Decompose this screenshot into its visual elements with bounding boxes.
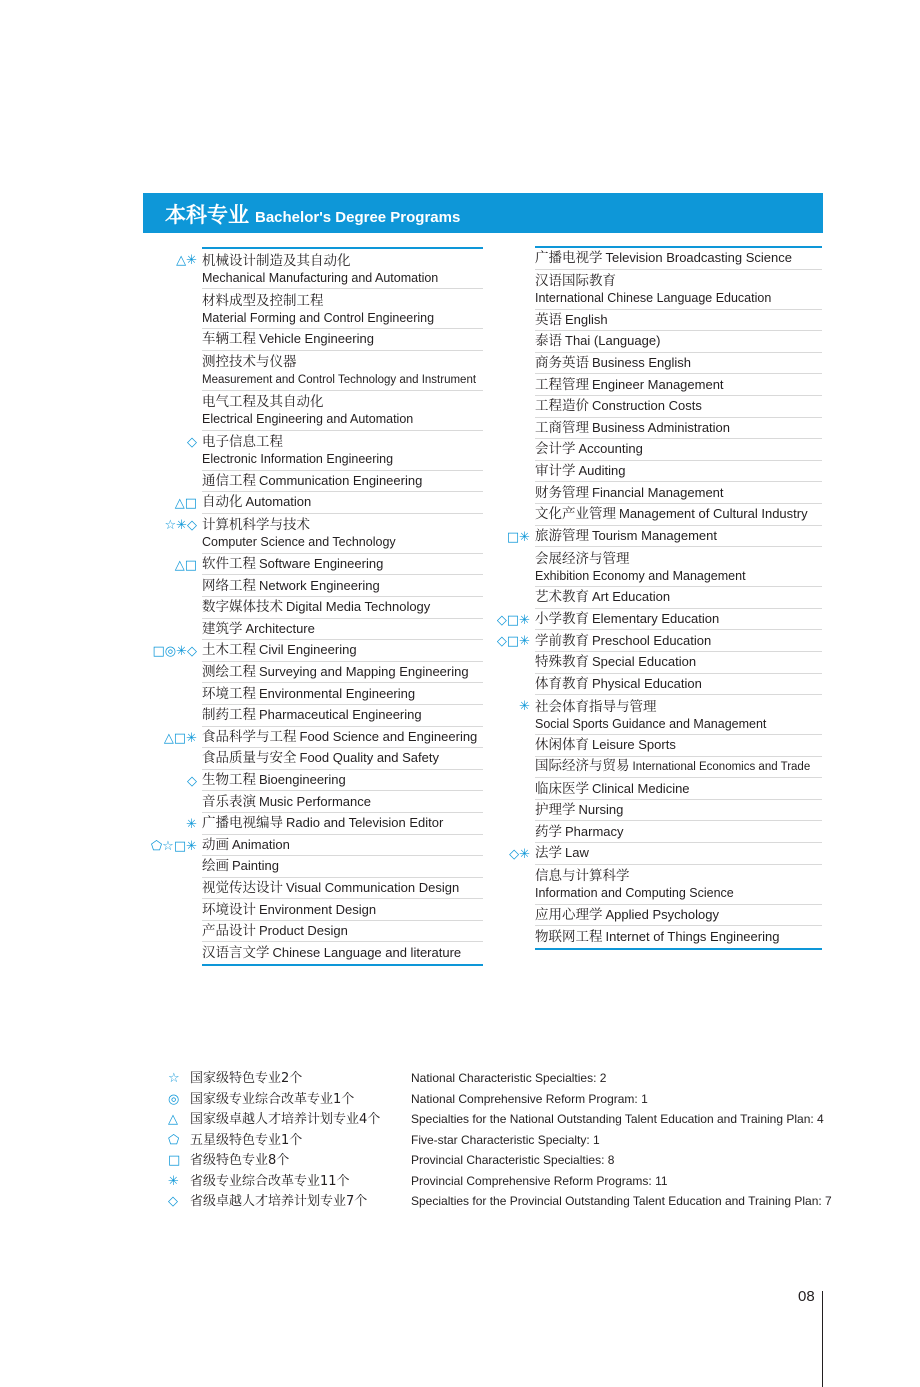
program-name-en: Electrical Engineering and Automation (202, 412, 414, 427)
program-line (535, 419, 822, 437)
program-name-zh: 文化产业管理 (535, 506, 616, 523)
program-line-en (202, 534, 483, 550)
program-name-en: Radio and Television Editor (286, 815, 444, 831)
legend-symbol: ⬠ (168, 1132, 180, 1148)
program-name-zh: 动画 (202, 836, 229, 853)
program-name-zh: 社会体育指导与管理 (535, 698, 657, 715)
program-name-zh: 软件工程 (202, 556, 256, 573)
program-line (535, 610, 822, 628)
program-name-zh: 广播电视学 (535, 250, 603, 267)
program-item (496, 630, 822, 652)
program-line (202, 836, 483, 854)
program-name-zh: 法学 (535, 845, 562, 862)
program-item (535, 865, 822, 905)
program-name-zh: 数字媒体技术 (202, 599, 283, 616)
legend-label-zh: 国家级卓越人才培养计划专业4个 (190, 1112, 381, 1127)
program-item (535, 248, 822, 270)
program-item (202, 683, 483, 705)
program-line (535, 332, 822, 350)
program-line (535, 906, 822, 924)
program-name-zh: 建筑学 (202, 620, 243, 637)
program-name-zh: 特殊教育 (535, 654, 589, 671)
program-item (496, 609, 822, 631)
header-underline (143, 232, 823, 233)
program-item (202, 575, 483, 597)
program-item (519, 695, 822, 735)
program-line (202, 393, 483, 411)
program-name-zh: 药学 (535, 823, 562, 840)
program-item (509, 843, 822, 865)
program-marks: ✳ (519, 699, 530, 715)
program-marks: ◇□✳ (496, 612, 530, 628)
program-name-en: Internet of Things Engineering (605, 929, 780, 945)
program-name-en: Financial Management (592, 484, 724, 500)
program-name-en: Environment Design (259, 901, 377, 917)
program-line (202, 685, 483, 703)
program-item (535, 587, 822, 609)
program-name-en: Accounting (578, 441, 643, 457)
program-line (535, 527, 822, 545)
legend-symbol: □ (168, 1153, 181, 1168)
program-name-zh: 食品科学与工程 (202, 728, 297, 745)
program-line (202, 330, 483, 348)
program-marks: ◇✳ (509, 847, 530, 863)
program-name-en: Special Education (592, 654, 697, 670)
program-name-en: Pharmaceutical Engineering (259, 707, 422, 723)
program-line (535, 462, 822, 480)
program-line (202, 252, 483, 270)
legend-label-en: National Comprehensive Reform Program: 1 (411, 1091, 648, 1106)
program-name-zh: 护理学 (535, 802, 576, 819)
program-item (202, 942, 483, 964)
program-line (535, 653, 822, 671)
program-name-zh: 计算机科学与技术 (202, 517, 310, 534)
program-item (202, 597, 483, 619)
program-item (535, 757, 822, 779)
program-marks: △✳ (176, 253, 197, 268)
program-name-zh: 视觉传达设计 (202, 879, 283, 896)
program-name-en: Architecture (245, 620, 315, 636)
program-item (202, 329, 483, 351)
program-name-zh: 测绘工程 (202, 664, 256, 681)
program-item (535, 821, 822, 843)
program-line (202, 472, 483, 490)
program-item (535, 418, 822, 440)
program-name-zh: 电气工程及其自动化 (202, 394, 324, 411)
legend-symbol: ◎ (168, 1091, 180, 1107)
program-line (202, 793, 483, 811)
program-name-en: Engineer Management (592, 376, 724, 392)
program-name-en: Nursing (578, 802, 624, 818)
program-list-left (150, 247, 483, 966)
program-marks: △□✳ (163, 730, 197, 746)
program-line-en (202, 371, 483, 388)
program-item (202, 662, 483, 684)
program-name-en: Clinical Medicine (592, 780, 690, 796)
program-name-zh: 信息与计算科学 (535, 868, 630, 885)
program-name-en: Construction Costs (592, 398, 702, 414)
program-item (535, 461, 822, 483)
program-name-zh: 自动化 (202, 494, 243, 511)
program-item (202, 619, 483, 641)
program-item (535, 396, 822, 418)
program-name-en: Digital Media Technology (286, 599, 431, 615)
program-name-zh: 车辆工程 (202, 331, 256, 348)
program-line (535, 867, 822, 885)
program-item (535, 374, 822, 396)
program-name-en: Thai (Language) (565, 333, 661, 349)
program-line (202, 728, 483, 746)
program-line (202, 944, 483, 962)
program-marks: ◇ (187, 434, 197, 450)
program-marks: ◇□✳ (496, 634, 530, 650)
program-name-zh: 物联网工程 (535, 929, 603, 946)
program-marks: ✳ (186, 816, 197, 832)
program-line-en (535, 885, 822, 901)
program-line (535, 354, 822, 372)
program-line (202, 620, 483, 638)
program-marks: ◇ (187, 773, 197, 789)
program-name-en: Painting (232, 858, 279, 874)
program-name-en: Law (565, 845, 589, 861)
legend-label-zh: 国家级专业综合改革专业1个 (190, 1091, 355, 1107)
program-name-en: Auditing (578, 463, 626, 479)
program-item (202, 471, 483, 493)
program-line (535, 440, 822, 458)
program-name-zh: 绘画 (202, 858, 229, 875)
program-line (535, 757, 822, 776)
program-name-en: International Economics and Trade (632, 761, 811, 774)
program-item (506, 526, 822, 548)
section-title-en: Bachelor's Degree Programs (255, 209, 461, 226)
program-item (202, 899, 483, 921)
program-name-zh: 环境设计 (202, 901, 256, 918)
program-item (152, 640, 483, 662)
program-name-en: Preschool Education (592, 632, 712, 648)
program-marks: ☆✳◇ (164, 517, 197, 533)
program-line-en (535, 568, 822, 584)
program-name-en: Automation (245, 494, 312, 510)
program-name-zh: 泰语 (535, 333, 562, 350)
program-marks: □✳ (506, 529, 530, 545)
program-line (535, 801, 822, 819)
legend-label-en: Specialties for the National Outstanding Talent Education and Training Plan: 4 (411, 1112, 824, 1126)
program-name-zh: 土木工程 (202, 642, 256, 659)
program-line (535, 632, 822, 650)
program-item (202, 289, 483, 329)
program-name-en: Animation (232, 836, 290, 852)
section-title-zh: 本科专业 (165, 204, 249, 227)
legend-label-en: Provincial Characteristic Specialties: 8 (411, 1153, 615, 1167)
program-name-en: Network Engineering (259, 577, 380, 593)
program-list-right (496, 246, 822, 950)
program-name-en: Art Education (592, 589, 671, 605)
program-name-zh: 食品质量与安全 (202, 750, 297, 767)
program-name-en: Electronic Information Engineering (202, 452, 394, 467)
program-item (535, 310, 822, 332)
program-item (535, 778, 822, 800)
program-line (202, 516, 483, 534)
program-line (535, 780, 822, 798)
program-name-en: Elementary Education (592, 611, 720, 627)
program-name-zh: 生物工程 (202, 772, 256, 789)
program-name-zh: 广播电视编导 (202, 815, 283, 832)
program-name-en: Business Administration (592, 419, 731, 435)
program-name-zh: 汉语国际教育 (535, 273, 616, 290)
program-line (202, 857, 483, 875)
program-item (164, 514, 483, 554)
program-name-en: Pharmacy (565, 823, 624, 839)
program-item (535, 482, 822, 504)
program-marks: △□ (174, 557, 197, 573)
section-title (165, 199, 460, 229)
program-name-zh: 工程管理 (535, 376, 589, 393)
program-line (535, 823, 822, 841)
program-name-zh: 休闲体育 (535, 737, 589, 754)
program-name-en: Product Design (259, 923, 348, 939)
program-line (202, 922, 483, 940)
program-name-zh: 财务管理 (535, 484, 589, 501)
legend-label-en: National Characteristic Specialties: 2 (411, 1071, 607, 1085)
program-name-en: Leisure Sports (592, 737, 676, 753)
program-name-en: Physical Education (592, 675, 702, 691)
program-name-en: Television Broadcasting Science (605, 250, 792, 266)
program-name-zh: 通信工程 (202, 472, 256, 489)
program-item (535, 439, 822, 461)
program-name-en: Social Sports Guidance and Management (535, 716, 767, 731)
program-line (535, 698, 822, 716)
program-name-en: Software Engineering (259, 556, 384, 572)
program-line (535, 397, 822, 415)
program-name-en: Mechanical Manufacturing and Automation (202, 270, 439, 285)
program-item (535, 652, 822, 674)
program-line (202, 663, 483, 681)
program-item (535, 926, 822, 948)
program-line (202, 577, 483, 595)
program-item (535, 905, 822, 927)
program-line-en (202, 310, 483, 326)
program-line (535, 484, 822, 502)
program-item (535, 353, 822, 375)
program-item (202, 921, 483, 943)
program-line (535, 736, 822, 754)
program-name-zh: 电子信息工程 (202, 434, 283, 451)
program-item (202, 391, 483, 431)
program-line (535, 376, 822, 394)
program-name-zh: 小学教育 (535, 611, 589, 628)
program-line (535, 928, 822, 946)
program-name-zh: 学前教育 (535, 632, 589, 649)
program-line (535, 675, 822, 693)
program-name-zh: 体育教育 (535, 675, 589, 692)
legend-symbol: ✳ (168, 1173, 179, 1189)
program-name-zh: 机械设计制造及其自动化 (202, 252, 351, 269)
program-marks: □◎✳◇ (152, 644, 197, 660)
program-item (202, 705, 483, 727)
program-name-zh: 会计学 (535, 441, 576, 458)
program-name-en: Food Science and Engineering (299, 728, 478, 744)
program-line-en (202, 270, 483, 286)
program-line (535, 272, 822, 290)
legend-symbol: ◇ (168, 1194, 178, 1209)
program-name-zh: 汉语言文学 (202, 945, 270, 962)
legend-label-zh: 五星级特色专业1个 (190, 1132, 303, 1148)
program-item (163, 727, 483, 749)
program-name-zh: 艺术教育 (535, 589, 589, 606)
program-line (202, 771, 483, 789)
program-name-zh: 旅游管理 (535, 527, 589, 544)
program-name-zh: 会展经济与管理 (535, 550, 630, 567)
program-line (535, 249, 822, 267)
legend-label-zh: 国家级特色专业2个 (190, 1071, 303, 1086)
program-item (202, 351, 483, 391)
program-line (535, 505, 822, 523)
program-name-zh: 工商管理 (535, 419, 589, 436)
program-item (176, 249, 483, 289)
program-item (174, 554, 483, 576)
program-name-en: Management of Cultural Industry (619, 506, 808, 522)
program-name-en: Business English (592, 355, 691, 371)
program-item (187, 770, 483, 792)
program-item (187, 431, 483, 471)
program-line (202, 641, 483, 659)
program-name-zh: 测控技术与仪器 (202, 353, 297, 370)
page-number: 08 (798, 1288, 815, 1305)
program-name-en: Visual Communication Design (286, 879, 460, 895)
legend-label-en: Five-star Characteristic Specialty: 1 (411, 1132, 600, 1147)
program-line-en (535, 716, 822, 732)
section-header (143, 193, 823, 233)
program-line (202, 814, 483, 832)
page-number-rule (822, 1291, 823, 1387)
program-item (535, 735, 822, 757)
legend-symbol: △ (168, 1112, 178, 1127)
program-name-en: Food Quality and Safety (299, 750, 439, 766)
program-line-en (535, 290, 822, 306)
program-line (202, 433, 483, 451)
program-name-zh: 审计学 (535, 463, 576, 480)
program-line (202, 555, 483, 573)
program-name-en: Exhibition Economy and Management (535, 568, 746, 583)
program-name-en: Information and Computing Science (535, 886, 734, 901)
program-line (202, 353, 483, 371)
program-name-zh: 临床医学 (535, 780, 589, 797)
program-name-en: English (565, 311, 608, 327)
program-line (535, 311, 822, 329)
legend-label-zh: 省级卓越人才培养计划专业7个 (190, 1194, 368, 1209)
program-item (186, 813, 483, 835)
program-name-en: Civil Engineering (259, 642, 357, 658)
program-name-zh: 制药工程 (202, 707, 256, 724)
program-name-en: Measurement and Control Technology and Instrument (202, 373, 477, 386)
program-name-en: Vehicle Engineering (259, 331, 374, 347)
program-line-en (202, 411, 483, 427)
program-item (174, 492, 483, 514)
program-name-zh: 材料成型及控制工程 (202, 292, 324, 309)
program-name-zh: 工程造价 (535, 398, 589, 415)
legend-label-zh: 省级专业综合改革专业11个 (190, 1173, 350, 1189)
program-name-en: Music Performance (259, 793, 371, 809)
program-marks: △□ (174, 496, 197, 512)
legend-label-en: Provincial Comprehensive Reform Programs: 11 (411, 1173, 668, 1188)
program-item (202, 856, 483, 878)
program-line (535, 550, 822, 568)
program-line (202, 292, 483, 310)
program-name-en: Environmental Engineering (259, 685, 416, 701)
program-item (535, 331, 822, 353)
program-item (535, 270, 822, 310)
program-item (535, 674, 822, 696)
program-item (150, 835, 483, 857)
program-line (202, 749, 483, 767)
program-name-zh: 应用心理学 (535, 906, 603, 923)
program-line (202, 493, 483, 511)
program-line (535, 588, 822, 606)
program-name-zh: 网络工程 (202, 577, 256, 594)
program-item (202, 878, 483, 900)
program-name-en: Communication Engineering (259, 472, 423, 488)
program-name-en: Surveying and Mapping Engineering (259, 664, 469, 680)
program-item (535, 800, 822, 822)
program-name-en: Applied Psychology (605, 906, 719, 922)
legend-label-zh: 省级特色专业8个 (190, 1153, 290, 1168)
program-marks: ⬠☆□✳ (150, 838, 197, 854)
legend-label-en: Specialties for the Provincial Outstanding Talent Education and Training Plan: 7 (411, 1194, 832, 1208)
legend-symbol: ☆ (168, 1071, 180, 1086)
program-line (535, 844, 822, 862)
program-line (202, 901, 483, 919)
program-line-en (202, 451, 483, 467)
program-name-zh: 音乐表演 (202, 793, 256, 810)
program-name-en: Computer Science and Technology (202, 535, 396, 550)
program-name-en: Material Forming and Control Engineering (202, 310, 435, 325)
program-name-en: International Chinese Language Education (535, 291, 772, 306)
program-item (202, 791, 483, 813)
program-name-en: Tourism Management (592, 527, 717, 543)
program-line (202, 879, 483, 897)
program-item (535, 547, 822, 587)
program-name-zh: 商务英语 (535, 355, 589, 372)
program-name-en: Bioengineering (259, 772, 346, 788)
program-name-zh: 国际经济与贸易 (535, 758, 630, 775)
program-line (202, 598, 483, 616)
program-item (202, 748, 483, 770)
program-item (535, 504, 822, 526)
program-name-zh: 环境工程 (202, 685, 256, 702)
program-name-zh: 产品设计 (202, 923, 256, 940)
program-line (202, 706, 483, 724)
program-name-zh: 英语 (535, 311, 562, 328)
program-name-en: Chinese Language and literature (272, 945, 462, 961)
